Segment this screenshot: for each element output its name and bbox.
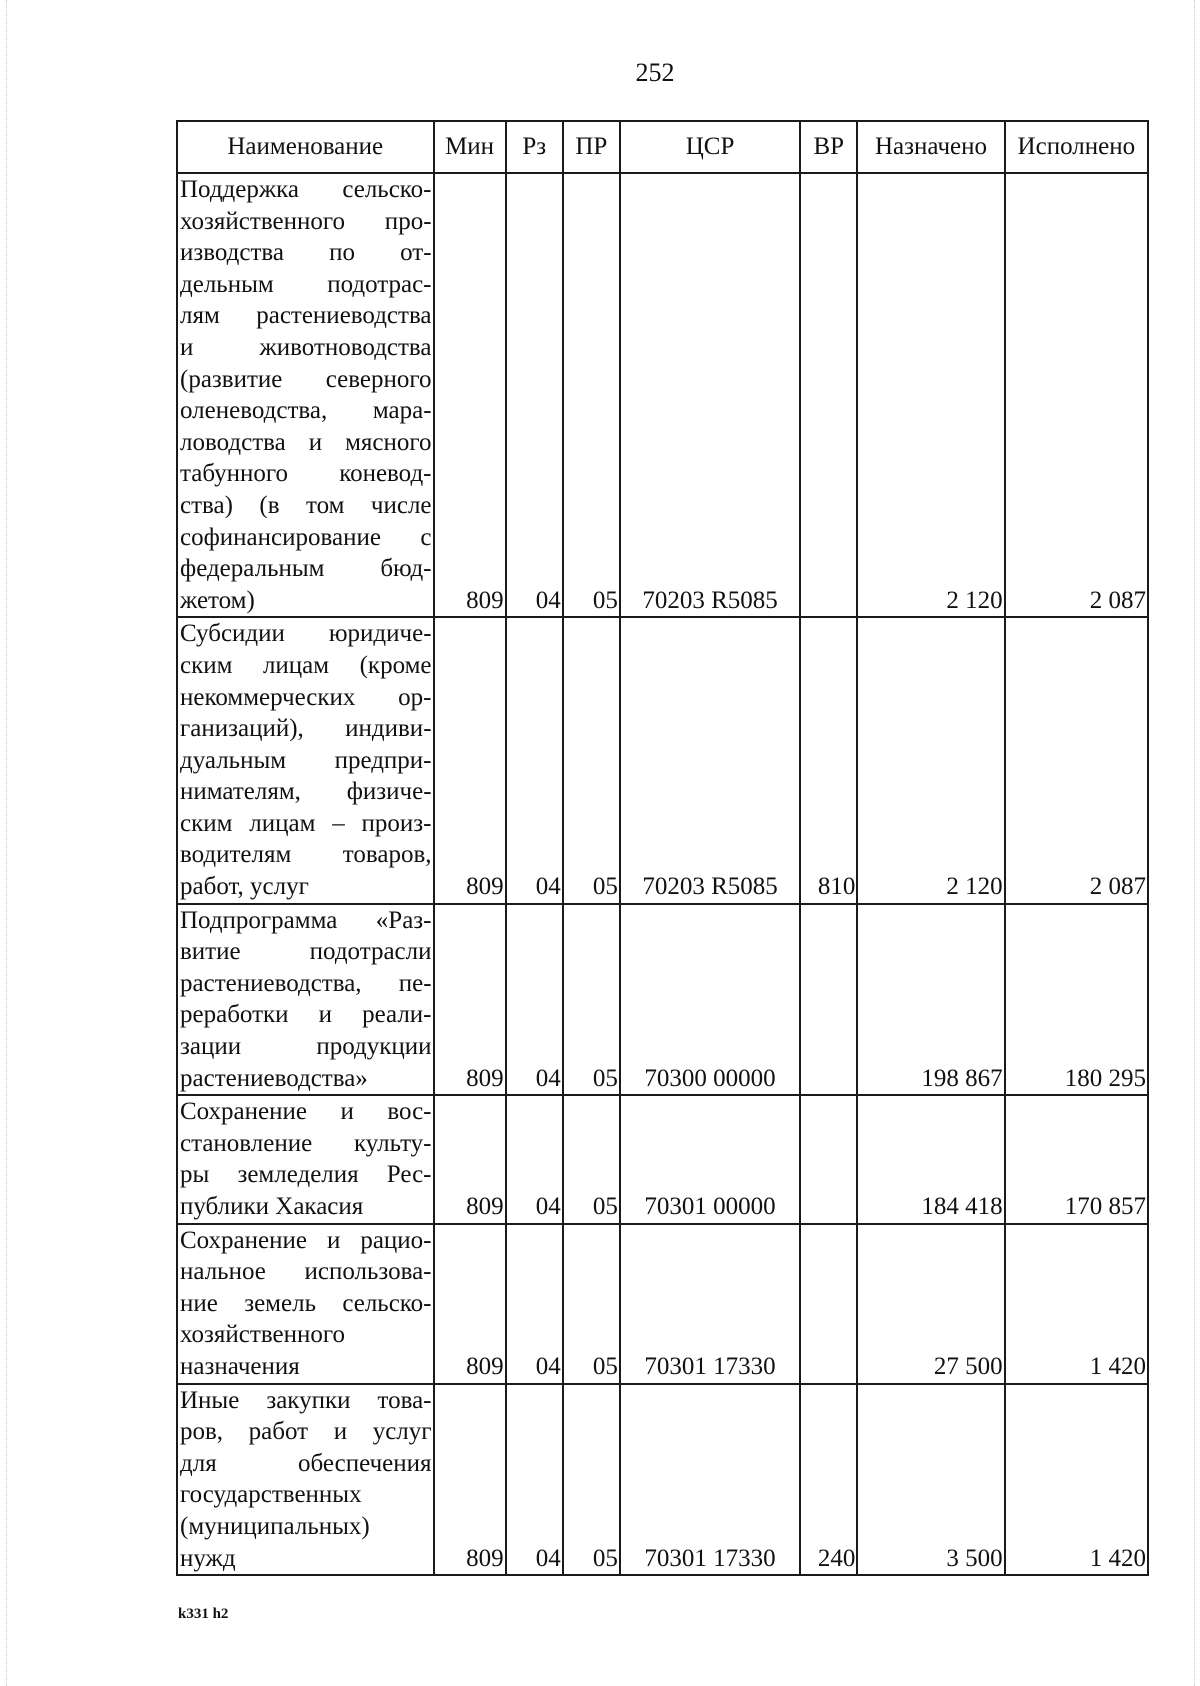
- table-row: [177, 173, 1148, 617]
- row-name-line: и животноводства: [180, 333, 432, 361]
- row-pr-cell: 05: [563, 1384, 620, 1576]
- row-assigned-cell: 3 500: [857, 1384, 1004, 1576]
- row-name-line: ловодства и мясного: [180, 428, 432, 456]
- scan-edge-left: [6, 0, 8, 1686]
- row-name-line: Подпрограмма «Раз-: [180, 906, 432, 934]
- row-executed-cell: 1 420: [1005, 1384, 1148, 1576]
- row-name-line: хозяйственного про-: [180, 207, 432, 235]
- row-name-cell: [177, 173, 434, 617]
- table-row: [177, 1224, 1148, 1384]
- row-min-cell: 809: [434, 904, 506, 1096]
- row-rz-cell: 04: [506, 904, 563, 1096]
- row-min-cell: 809: [434, 617, 506, 903]
- row-name-line: федеральным бюд-: [180, 555, 432, 583]
- row-assigned-cell: 198 867: [857, 904, 1004, 1096]
- budget-table: [176, 120, 1149, 1576]
- row-name-line: Сохранение и рацио-: [180, 1226, 432, 1254]
- row-rz-cell: 04: [506, 1095, 563, 1223]
- row-executed-cell: 170 857: [1005, 1095, 1148, 1223]
- row-name-line: растениеводства»: [180, 1064, 368, 1092]
- row-pr-cell: 05: [563, 904, 620, 1096]
- row-name-line: жетом): [180, 586, 255, 614]
- row-name-line: витие подотрасли: [180, 938, 432, 966]
- row-name-line: растениеводства, пе-: [180, 969, 432, 997]
- row-name-line: работ, услуг: [180, 873, 309, 901]
- row-vr-cell: [800, 1224, 857, 1384]
- table-row: [177, 1384, 1148, 1576]
- row-vr-cell: [800, 904, 857, 1096]
- header-executed: Исполнено: [1005, 121, 1148, 173]
- row-name-line: ние земель сельско-: [180, 1289, 432, 1317]
- row-rz-cell: 04: [506, 173, 563, 617]
- row-name-cell: [177, 1224, 434, 1384]
- header-assigned: Назначено: [857, 121, 1004, 173]
- row-csr-cell: 70300 00000: [620, 904, 800, 1096]
- row-name-line: ским лицам – произ-: [180, 809, 432, 837]
- row-csr-cell: 70203 R5085: [620, 617, 800, 903]
- row-name-line: для обеспечения: [180, 1449, 432, 1477]
- row-name-line: водителям товаров,: [180, 841, 432, 869]
- row-vr-cell: [800, 1095, 857, 1223]
- row-csr-cell: 70301 17330: [620, 1224, 800, 1384]
- table-row: [177, 617, 1148, 903]
- row-name-line: табунного коневод-: [180, 460, 432, 488]
- row-pr-cell: 05: [563, 1095, 620, 1223]
- table-row: [177, 1095, 1148, 1223]
- row-rz-cell: 04: [506, 1384, 563, 1576]
- row-name-line: ры земледелия Рес-: [180, 1161, 432, 1189]
- row-name-line: дуальным предпри-: [180, 746, 432, 774]
- row-pr-cell: 05: [563, 617, 620, 903]
- row-name-line: (развитие северного: [180, 365, 432, 393]
- scan-edge-right: [1194, 0, 1196, 1686]
- row-min-cell: 809: [434, 1095, 506, 1223]
- table-body: [177, 173, 1148, 1575]
- row-name-cell: [177, 904, 434, 1096]
- row-name-line: дельным подотрас-: [180, 270, 432, 298]
- row-name-cell: [177, 617, 434, 903]
- row-vr-cell: 810: [800, 617, 857, 903]
- page-number: 252: [635, 58, 675, 87]
- row-csr-cell: 70203 R5085: [620, 173, 800, 617]
- header-rz: Рз: [506, 121, 563, 173]
- row-assigned-cell: 27 500: [857, 1224, 1004, 1384]
- row-executed-cell: 2 087: [1005, 173, 1148, 617]
- row-assigned-cell: 2 120: [857, 617, 1004, 903]
- header-name: Наименование: [177, 121, 434, 173]
- row-name-line: публики Хакасия: [180, 1193, 364, 1220]
- row-name-line: лям растениеводства: [180, 302, 432, 330]
- row-name-line: некоммерческих ор-: [180, 683, 432, 711]
- table-header-row: [177, 121, 1148, 173]
- row-csr-cell: 70301 00000: [620, 1095, 800, 1223]
- header-pr: ПР: [563, 121, 620, 173]
- row-csr-cell: 70301 17330: [620, 1384, 800, 1576]
- footer-code: k331 h2: [178, 1606, 229, 1622]
- table-row: [177, 904, 1148, 1096]
- row-name-line: ским лицам (кроме: [180, 651, 432, 679]
- row-name-line: хозяйственного: [180, 1321, 345, 1349]
- row-name-line: оленеводства, мара-: [180, 397, 432, 425]
- row-min-cell: 809: [434, 1224, 506, 1384]
- row-name-line: Субсидии юридиче-: [180, 620, 432, 648]
- header-csr: ЦСР: [620, 121, 800, 173]
- row-assigned-cell: 2 120: [857, 173, 1004, 617]
- row-pr-cell: 05: [563, 1224, 620, 1384]
- row-name-cell: [177, 1095, 434, 1223]
- row-name-line: реработки и реали-: [180, 1001, 432, 1029]
- row-name-line: ров, работ и услуг: [180, 1418, 432, 1446]
- row-rz-cell: 04: [506, 617, 563, 903]
- row-assigned-cell: 184 418: [857, 1095, 1004, 1223]
- row-pr-cell: 05: [563, 173, 620, 617]
- row-name-line: (муниципальных): [180, 1512, 370, 1540]
- row-name-line: Иные закупки това-: [180, 1386, 432, 1414]
- header-min: Мин: [434, 121, 506, 173]
- row-vr-cell: 240: [800, 1384, 857, 1576]
- row-min-cell: 809: [434, 1384, 506, 1576]
- header-vr: ВР: [800, 121, 857, 173]
- row-name-line: нужд: [180, 1544, 236, 1572]
- row-rz-cell: 04: [506, 1224, 563, 1384]
- row-name-line: зации продукции: [180, 1033, 432, 1061]
- row-name-line: нимателям, физиче-: [180, 778, 432, 806]
- row-executed-cell: 180 295: [1005, 904, 1148, 1096]
- row-executed-cell: 2 087: [1005, 617, 1148, 903]
- row-name-line: ства) (в том числе: [180, 491, 432, 519]
- row-min-cell: 809: [434, 173, 506, 617]
- row-name-line: Поддержка сельско-: [180, 176, 432, 203]
- row-name-line: нальное использова-: [180, 1258, 432, 1286]
- row-name-line: ганизаций), индиви-: [180, 715, 432, 743]
- row-name-line: государственных: [180, 1481, 362, 1509]
- row-name-line: софинансирование с: [180, 523, 432, 551]
- row-name-cell: [177, 1384, 434, 1576]
- row-name-line: назначения: [180, 1352, 300, 1380]
- row-vr-cell: [800, 173, 857, 617]
- row-name-line: Сохранение и вос-: [180, 1098, 432, 1126]
- row-name-line: становление культу-: [180, 1129, 432, 1157]
- row-executed-cell: 1 420: [1005, 1224, 1148, 1384]
- row-name-line: изводства по от-: [180, 239, 432, 267]
